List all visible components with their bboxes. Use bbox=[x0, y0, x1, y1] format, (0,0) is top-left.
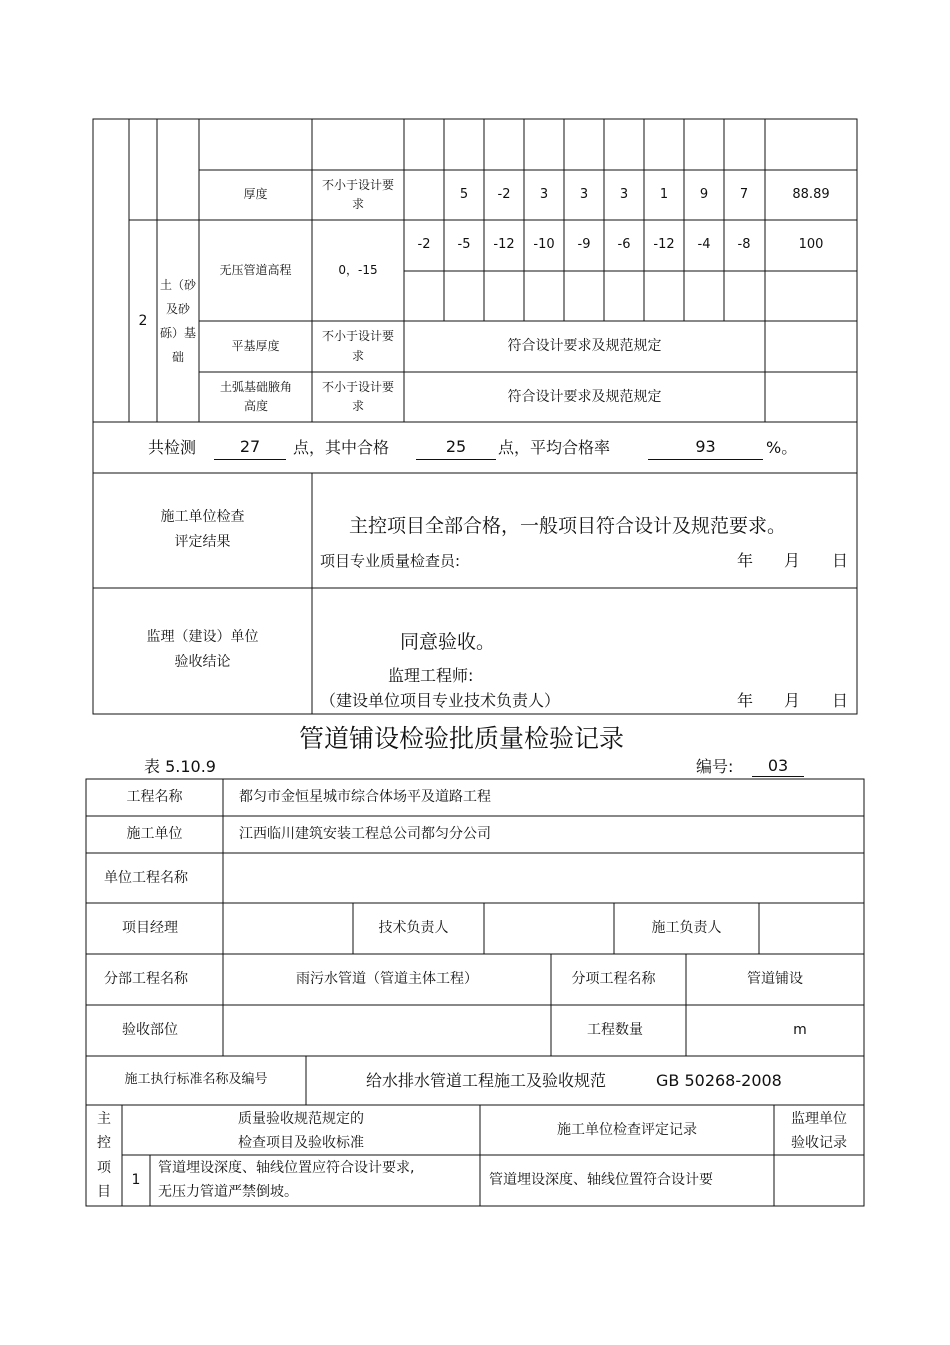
item1-record: 管道埋设深度、轴线位置符合设计要 bbox=[489, 1172, 713, 1189]
elevation-value-cell: -2 bbox=[417, 237, 431, 253]
summary-suffix: %。 bbox=[766, 438, 798, 458]
supervisor-conclusion: 同意验收。 bbox=[400, 630, 496, 653]
elevation-value-cell: -5 bbox=[457, 237, 471, 253]
form-title: 管道铺设检验批质量检验记录 bbox=[298, 724, 624, 753]
summary-passed: 25 bbox=[416, 434, 496, 460]
elevation-value-cell: -9 bbox=[577, 237, 591, 253]
elevation-value-cell: -8 bbox=[737, 237, 751, 253]
serial-label: 编号: bbox=[696, 757, 734, 777]
summary-mid1: 点，其中合格 bbox=[293, 438, 390, 458]
summary-prefix: 共检测 bbox=[148, 438, 197, 458]
supervisor-label-line1: 监理（建设）单位 bbox=[146, 628, 259, 645]
supervisor-day: 日 bbox=[832, 691, 849, 711]
item1-number: 1 bbox=[131, 1172, 141, 1189]
arc-height-result: 符合设计要求及规范规定 bbox=[507, 388, 662, 405]
summary-rate: 93 bbox=[648, 434, 763, 460]
item1-line1: 管道埋设深度、轴线位置应符合设计要求, bbox=[158, 1160, 415, 1177]
main-control-label: 主控项目 bbox=[97, 1110, 111, 1200]
supervisor-record-line1: 监理单位 bbox=[791, 1110, 847, 1127]
project-name-value: 都匀市金恒星城市综合体场平及道路工程 bbox=[239, 789, 491, 806]
group-number: 2 bbox=[138, 312, 148, 329]
supervisor-engineer: 监理工程师: bbox=[388, 666, 474, 686]
contractor-day: 日 bbox=[832, 551, 849, 571]
site-lead-label: 施工负责人 bbox=[651, 920, 722, 937]
thickness-value-cell: 3 bbox=[579, 186, 589, 202]
supervisor-responsible: （建设单位项目专业技术负责人） bbox=[320, 691, 561, 711]
contractor-inspector: 项目专业质量检查员: bbox=[320, 552, 461, 570]
serial-value: 03 bbox=[752, 755, 804, 777]
thickness-value-cell: 1 bbox=[659, 186, 669, 202]
division-value: 雨污水管道（管道主体工程） bbox=[296, 971, 478, 988]
summary-total: 27 bbox=[214, 434, 286, 460]
construction-unit-value: 江西临川建筑安装工程总公司都匀分公司 bbox=[239, 826, 491, 843]
acceptance-part-label: 验收部位 bbox=[122, 1022, 178, 1039]
supervisor-label-line2: 验收结论 bbox=[174, 653, 231, 670]
quantity-label: 工程数量 bbox=[587, 1022, 643, 1039]
unit-project-label: 单位工程名称 bbox=[104, 869, 188, 886]
subdivision-label: 分项工程名称 bbox=[571, 971, 656, 988]
elevation-rate: 100 bbox=[798, 237, 824, 253]
quantity-unit: m bbox=[793, 1022, 807, 1039]
elevation-value-cell: -12 bbox=[493, 237, 515, 253]
project-manager-label: 项目经理 bbox=[122, 920, 178, 937]
summary-mid2: 点，平均合格率 bbox=[498, 438, 611, 458]
thickness-standard: 不小于设计要求 bbox=[322, 177, 395, 211]
contractor-month: 月 bbox=[784, 551, 801, 571]
contractor-label-line1: 施工单位检查 bbox=[160, 508, 245, 525]
thickness-label: 厚度 bbox=[243, 187, 268, 202]
arc-height-standard: 不小于设计要求 bbox=[322, 379, 395, 413]
contractor-year: 年 bbox=[737, 551, 754, 571]
thickness-value-cell: 3 bbox=[539, 186, 549, 202]
elevation-label: 无压管道高程 bbox=[219, 262, 292, 277]
tech-lead-label: 技术负责人 bbox=[378, 920, 449, 937]
contractor-conclusion: 主控项目全部合格，一般项目符合设计及规范要求。 bbox=[349, 514, 787, 537]
elevation-value-cell: -4 bbox=[697, 237, 711, 253]
base-thickness-label: 平基厚度 bbox=[231, 338, 280, 353]
supervisor-month: 月 bbox=[784, 691, 801, 711]
project-name-label: 工程名称 bbox=[126, 789, 183, 806]
arc-height-label: 土弧基础腋角高度 bbox=[219, 379, 292, 413]
supervisor-year: 年 bbox=[737, 691, 754, 711]
elevation-standard: 0，-15 bbox=[338, 262, 378, 277]
elevation-value-cell: -12 bbox=[653, 237, 675, 253]
supervisor-record-line2: 验收记录 bbox=[791, 1134, 847, 1151]
base-thickness-standard: 不小于设计要求 bbox=[322, 329, 395, 363]
thickness-value-cell: 3 bbox=[619, 186, 629, 202]
elevation-value-cell: -10 bbox=[533, 237, 555, 253]
thickness-value-cell: 9 bbox=[699, 186, 709, 202]
standard-code: GB 50268-2008 bbox=[656, 1070, 782, 1090]
elevation-value-cell: -6 bbox=[617, 237, 631, 253]
criteria-line1: 质量验收规范规定的 bbox=[238, 1110, 364, 1127]
thickness-value-cell: -2 bbox=[497, 186, 511, 202]
thickness-rate: 88.89 bbox=[792, 186, 830, 202]
item1-line2: 无压力管道严禁倒坡。 bbox=[158, 1184, 298, 1201]
contractor-label-line2: 评定结果 bbox=[174, 533, 231, 550]
subdivision-value: 管道铺设 bbox=[747, 971, 803, 988]
standard-label: 施工执行标准名称及编号 bbox=[124, 1072, 268, 1088]
thickness-value-cell: 7 bbox=[739, 186, 749, 202]
thickness-value-cell: 5 bbox=[459, 186, 469, 202]
standard-name: 给水排水管道工程施工及验收规范 bbox=[366, 1070, 607, 1090]
table-number: 表 5.10.9 bbox=[144, 757, 216, 777]
criteria-line2: 检查项目及验收标准 bbox=[238, 1134, 364, 1151]
contractor-record-label: 施工单位检查评定记录 bbox=[557, 1121, 697, 1138]
base-thickness-result: 符合设计要求及规范规定 bbox=[507, 338, 662, 355]
construction-unit-label: 施工单位 bbox=[126, 826, 183, 843]
thickness-value-cell bbox=[404, 170, 444, 220]
group-label: 土（砂及砂砾）基础 bbox=[159, 278, 196, 364]
division-label: 分部工程名称 bbox=[104, 971, 188, 988]
